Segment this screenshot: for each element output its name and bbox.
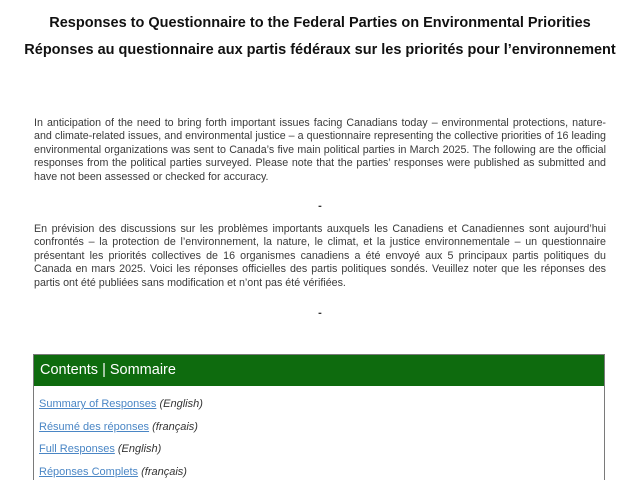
language-note: (English): [117, 443, 162, 455]
intro-paragraph-french: En prévision des discussions sur les problèmes importants auxquels les Canadiens et Canadiennes sont aujourd’hui confrontés – la protection de l’environnement, la nature, le climat, et la justice environnementale – un questionnaire présentant les priorités collectives de 16 organismes canadiens a été envoyé aux 5 principaux partis politiques du Canada en mars 2025. Voici les réponses officielles des partis politiques sondés. Veuillez noter que les réponses des partis ont été publiées sans modification et n’ont pas été vérifiées.: [34, 223, 606, 289]
reponses-completes-link[interactable]: Réponses Complets: [39, 465, 139, 478]
table-of-contents: [33, 354, 605, 480]
contents-list: [34, 386, 604, 480]
full-responses-link[interactable]: Full Responses: [39, 443, 115, 455]
document-title-english: Responses to Questionnaire to the Federal Parties on Environmental Priorities: [49, 15, 591, 31]
section-separator: -: [318, 307, 322, 319]
contents-item-full-fr: [39, 461, 604, 480]
language-note: (English): [159, 398, 203, 410]
contents-item-full-en: [39, 438, 604, 461]
language-note: (français): [152, 420, 198, 433]
contents-item-summary-en: [39, 393, 604, 416]
summary-of-responses-link[interactable]: Summary of Responses: [39, 398, 157, 410]
contents-header: Contents | Sommaire: [34, 355, 604, 386]
document-title-french: Réponses au questionnaire aux partis fédéraux sur les priorités pour l’environnement: [24, 42, 616, 58]
contents-item-summary-fr: [39, 416, 604, 439]
language-note: (français): [141, 465, 187, 478]
resume-des-reponses-link[interactable]: Résumé des réponses: [39, 420, 150, 433]
intro-paragraph-english: In anticipation of the need to bring forth important issues facing Canadians today – environmental protections, nature- and climate-related issues, and environmental justice – a questionnaire representing the collective priorities of 16 leading environmental organizations was sent to Canada’s five main political parties in March 2025. The following are the official responses from the political parties surveyed. Please note that the parties’ responses were published as submitted and have not been assessed or checked for accuracy.: [34, 117, 606, 183]
section-separator: -: [318, 200, 322, 212]
